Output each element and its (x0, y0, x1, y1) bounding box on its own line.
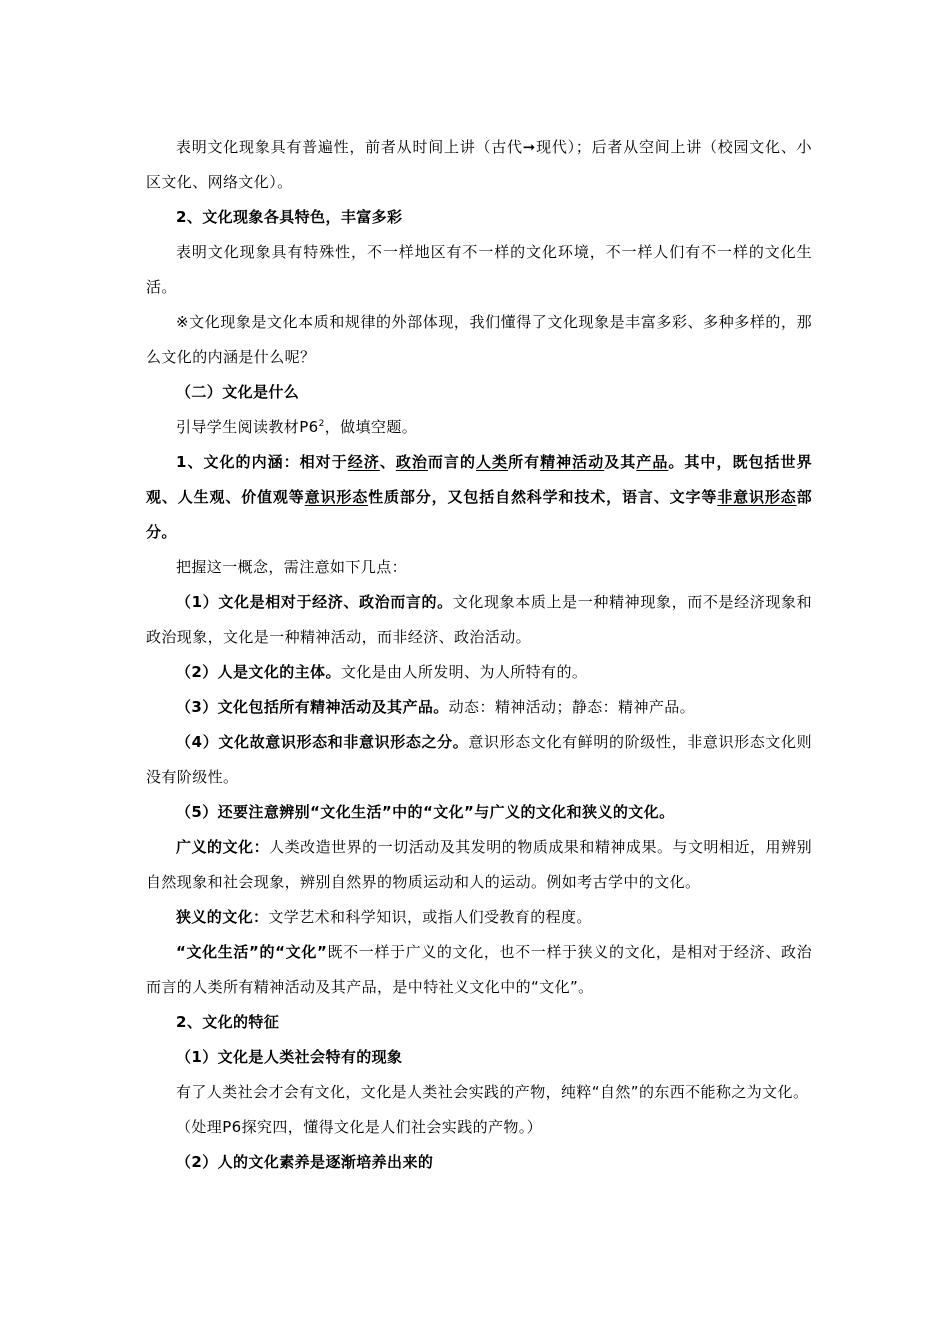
def-underline-economy: 经济 (347, 453, 380, 471)
def-text: 部分。 (146, 488, 812, 541)
point-1 (146, 585, 812, 655)
paragraph-particularity: 表明文化现象具有特殊性，不一样地区有不一样的文化环境，不一样人们有不一样的文化生活。 (146, 243, 812, 296)
point-4-text: 意识形态文化有鲜明的阶级性，非意识形态文化则没有阶级性。 (146, 733, 812, 786)
point-2 (146, 655, 812, 690)
def-underline-non-ideology: 非意识形态 (717, 488, 797, 506)
narrow-culture-label: 狭义的文化： (176, 908, 269, 926)
paragraph-broad-culture (146, 830, 812, 900)
paragraph-cultural-life (146, 935, 812, 1005)
def-text: 而言的 (427, 453, 476, 471)
point-4-bold: （4）文化故意识形态和非意识形态之分。 (176, 733, 469, 751)
point-1-text: 文化现象本质上是一种精神现象，而不是经济现象和政治现象，文化是一种精神活动，而非经济、政治活动。 (146, 593, 813, 646)
def-text: 1、文化的内涵：相对于 (176, 453, 348, 471)
broad-culture-label: 广义的文化： (176, 838, 270, 856)
def-underline-products: 产品 (636, 453, 669, 471)
broad-culture-text: 人类改造世界的一切活动及其发明的物质成果和精神成果。与文明相近，用辨别自然现象和社会现象，辨别自然界的物质运动和人的运动。例如考古学中的文化。 (146, 838, 812, 891)
point-3-text: 动态：精神活动；静态：精神产品。 (448, 698, 696, 716)
def-text: 。其中，既包括世界观、人生观、价值观等 (146, 453, 812, 506)
point-1-bold: （1）文化是相对于经济、政治而言的。 (176, 593, 453, 611)
paragraph-culture-definition (146, 445, 812, 550)
def-text: 及其 (604, 453, 637, 471)
point-4 (146, 725, 812, 795)
point-5-bold: （5）还要注意辨别“文化生活”中的“文化”与广义的文化和狭义的文化。 (176, 803, 675, 821)
def-text: 性质部分，又包括自然科学和技术，语言、文字等 (368, 488, 718, 506)
paragraph-explore-four: （处理P6探究四，懂得文化是人们社会实践的产物。） (176, 1118, 543, 1136)
heading-what-is-culture: （二）文化是什么 (176, 383, 300, 401)
point-5 (146, 795, 812, 830)
heading-culture-features: 2、文化现象各具特色，丰富多彩 (176, 208, 403, 226)
guide-superscript: 2 (318, 419, 325, 429)
paragraph-guide-reading (146, 410, 812, 445)
narrow-culture-text: 文学艺术和科学知识，或指人们受教育的程度。 (268, 908, 592, 926)
point-3-bold: （3）文化包括所有精神活动及其产品。 (176, 698, 449, 716)
heading-characteristic-2: （2）人的文化素养是逐渐培养出来的 (176, 1153, 434, 1171)
paragraph-social-practice: 有了人类社会才会有文化，文化是人类社会实践的产物，纯粹“自然”的东西不能称之为文化。 (176, 1083, 809, 1101)
point-2-text: 文化是由人所发明、为人所特有的。 (340, 663, 588, 681)
def-underline-humans: 人类 (476, 453, 509, 471)
point-3 (146, 690, 812, 725)
paragraph-grasp-concept: 把握这一概念，需注意如下几点： (176, 558, 408, 576)
paragraph-note: ※文化现象是文化本质和规律的外部体现，我们懂得了文化现象是丰富多彩、多种多样的，那么文化的内涵是什么呢？ (146, 313, 812, 366)
def-underline-spiritual-activity: 精神活动 (540, 453, 605, 471)
def-underline-ideology: 意识形态 (304, 488, 369, 506)
cultural-life-text: 既不一样于广义的文化，也不一样于狭义的文化，是相对于经济、政治而言的人类所有精神活动及其产品，是中特社义文化中的“文化”。 (146, 943, 812, 996)
guide-tail: ，做填空题。 (324, 418, 418, 436)
heading-characteristic-1: （1）文化是人类社会特有的现象 (176, 1048, 403, 1066)
document-body (146, 130, 812, 1180)
def-underline-politics: 政治 (395, 453, 428, 471)
def-text: 所有 (508, 453, 541, 471)
point-2-bold: （2）人是文化的主体。 (176, 663, 341, 681)
heading-culture-characteristics: 2、文化的特征 (176, 1013, 280, 1031)
paragraph-universality: 表明文化现象具有普遍性，前者从时间上讲（古代➞现代）；后者从空间上讲（校园文化、小区文化、网络文化）。 (146, 138, 812, 191)
paragraph-narrow-culture (146, 900, 812, 935)
guide-text: 引导学生阅读教材P6 (176, 418, 319, 436)
def-text: 、 (379, 453, 396, 471)
cultural-life-label: “文化生活”的“文化” (176, 943, 328, 961)
